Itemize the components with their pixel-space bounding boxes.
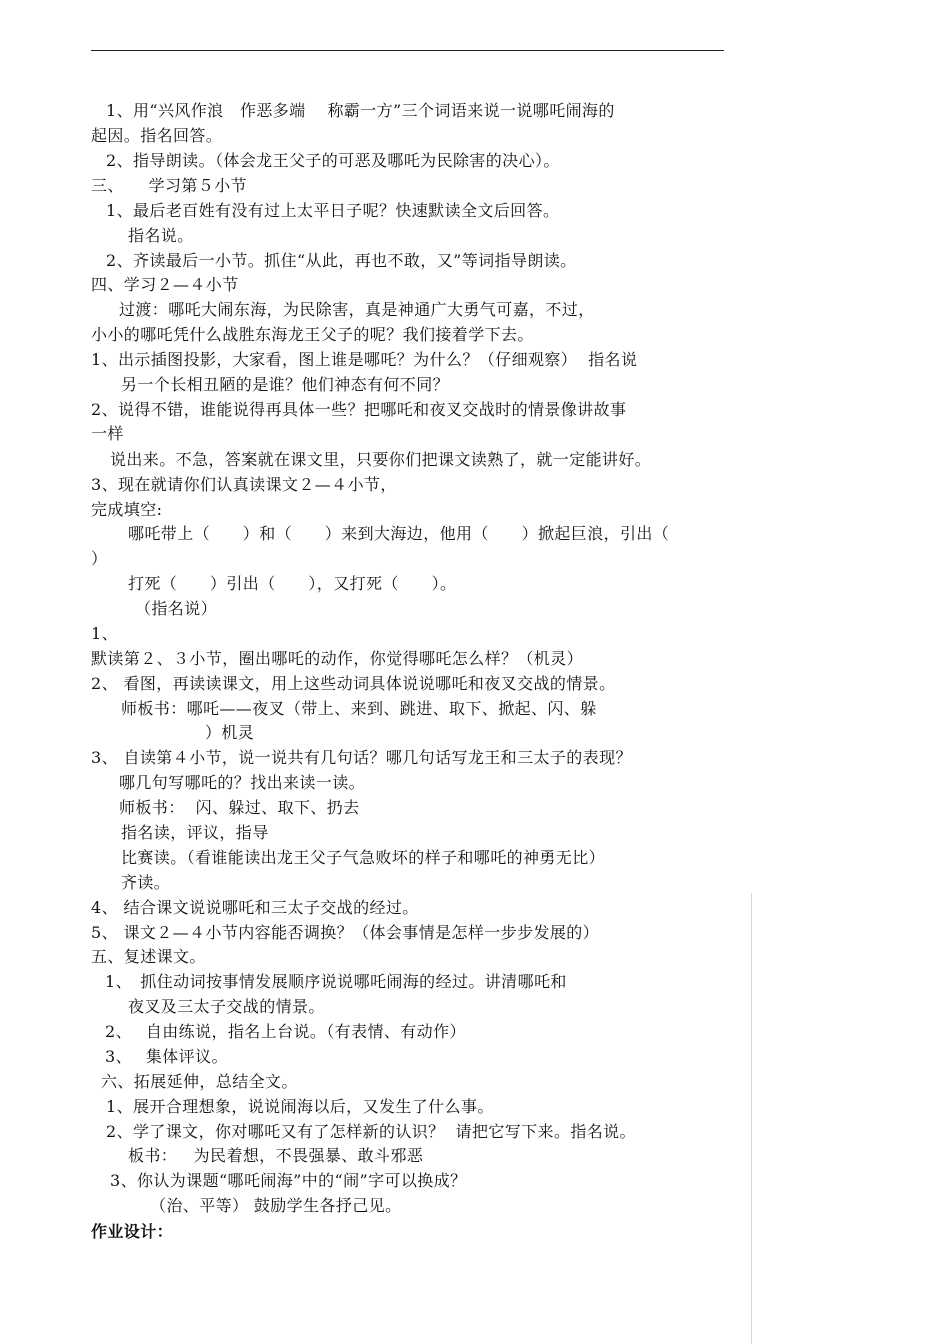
text-line: 完成填空: (91, 500, 163, 519)
text-line: 3、 自读第４小节，说一说共有几句话？哪几句话写龙王和三太子的表现？ (91, 748, 632, 767)
text-line: 2、说得不错，谁能说得再具体一些？把哪吒和夜叉交战时的情景像讲故事 (91, 400, 627, 419)
margin-rule (751, 893, 752, 1344)
fill-in-line: ） (91, 549, 108, 568)
text-line: 板书： 为民着想，不畏强暴、敢斗邪恶 (128, 1146, 424, 1165)
text-line: （治、平等） 鼓励学生各抒己见。 (150, 1196, 402, 1215)
text-line: 2、 自由练说，指名上台说。（有表情、有动作） (105, 1022, 466, 1041)
text-line: 4、 结合课文说说哪吒和三太子交战的经过。 (91, 898, 419, 917)
text-line: 说出来。不急，答案就在课文里，只要你们把课文读熟了，就一定能讲好。 (110, 450, 652, 469)
section-heading: 六、拓展延伸，总结全文。 (101, 1072, 298, 1091)
text-line: 起因。指名回答。 (91, 126, 223, 145)
text-line: 小小的哪吒凭什么战胜东海龙王父子的呢？我们接着学下去。 (91, 325, 534, 344)
text-line: 3、 集体评议。 (105, 1047, 228, 1066)
fill-in-line: 打死（ ）引出（ ），又打死（ ）。 (128, 574, 457, 593)
text-line: 3、现在就请你们认真读课文２—４小节， (91, 475, 397, 494)
text-line: 2、齐读最后一小节。抓住“从此，再也不敢，又”等词指导朗读。 (106, 251, 577, 270)
text-line: 过渡：哪吒大闹东海，为民除害，真是神通广大勇气可嘉，不过， (119, 300, 595, 319)
section-heading: 五、复述课文。 (91, 947, 206, 966)
text-line: 夜叉及三太子交战的情景。 (128, 997, 325, 1016)
text-line: 另一个长相丑陋的是谁？他们神态有何不同？ (121, 375, 450, 394)
text-line: 默读第２、３小节，圈出哪吒的动作，你觉得哪吒怎么样？（机灵） (91, 649, 584, 668)
text-line: 1、展开合理想象，说说闹海以后，又发生了什么事。 (106, 1097, 494, 1116)
text-line: 指名说。 (128, 226, 194, 245)
text-line: 一样 (91, 424, 124, 443)
text-line: 1、出示插图投影，大家看，图上谁是哪吒？为什么？（仔细观察） 指名说 (91, 350, 638, 369)
header-rule (91, 50, 724, 51)
text-line: 1、最后老百姓有没有过上太平日子呢？快速默读全文后回答。 (106, 201, 560, 220)
text-line: 2、指导朗读。（体会龙王父子的可恶及哪吒为民除害的决心）。 (106, 151, 560, 170)
text-line: 1、用“兴风作浪 作恶多端 称霸一方”三个词语来说一说哪吒闹海的 (106, 101, 615, 120)
text-line: 2、 看图，再读读课文，用上这些动词具体说说哪吒和夜叉交战的情景。 (91, 674, 616, 693)
text-line: 师板书： 闪、躲过、取下、扔去 (119, 798, 360, 817)
text-line: 1、 (91, 624, 118, 643)
text-line: 比赛读。（看谁能读出龙王父子气急败坏的样子和哪吒的神勇无比） (121, 848, 606, 867)
text-line: 1、 抓住动词按事情发展顺序说说哪吒闹海的经过。讲清哪吒和 (105, 972, 567, 991)
text-line: （指名说） (135, 599, 218, 618)
text-line: ）机灵 (205, 723, 255, 742)
text-line: 指名读，评议，指导 (121, 823, 269, 842)
text-line: 师板书：哪吒——夜叉（带上、来到、跳进、取下、掀起、闪、躲 (121, 699, 597, 718)
text-line: 2、学了课文，你对哪吒又有了怎样新的认识？ 请把它写下来。指名说。 (106, 1122, 636, 1141)
fill-in-line: 哪吒带上（ ）和（ ）来到大海边，他用（ ）掀起巨浪，引出（ (128, 524, 670, 543)
text-line: 齐读。 (121, 873, 171, 892)
text-line: 3、你认为课题“哪吒闹海”中的“闹”字可以换成？ (110, 1171, 467, 1190)
text-line: 5、 课文２—４小节内容能否调换？（体会事情是怎样一步步发展的） (91, 923, 600, 942)
section-heading: 四、学习２—４小节 (91, 275, 239, 294)
homework-heading: 作业设计： (91, 1222, 174, 1241)
text-line: 哪几句写哪吒的？找出来读一读。 (119, 773, 366, 792)
section-heading: 三、 学习第５小节 (91, 176, 248, 195)
